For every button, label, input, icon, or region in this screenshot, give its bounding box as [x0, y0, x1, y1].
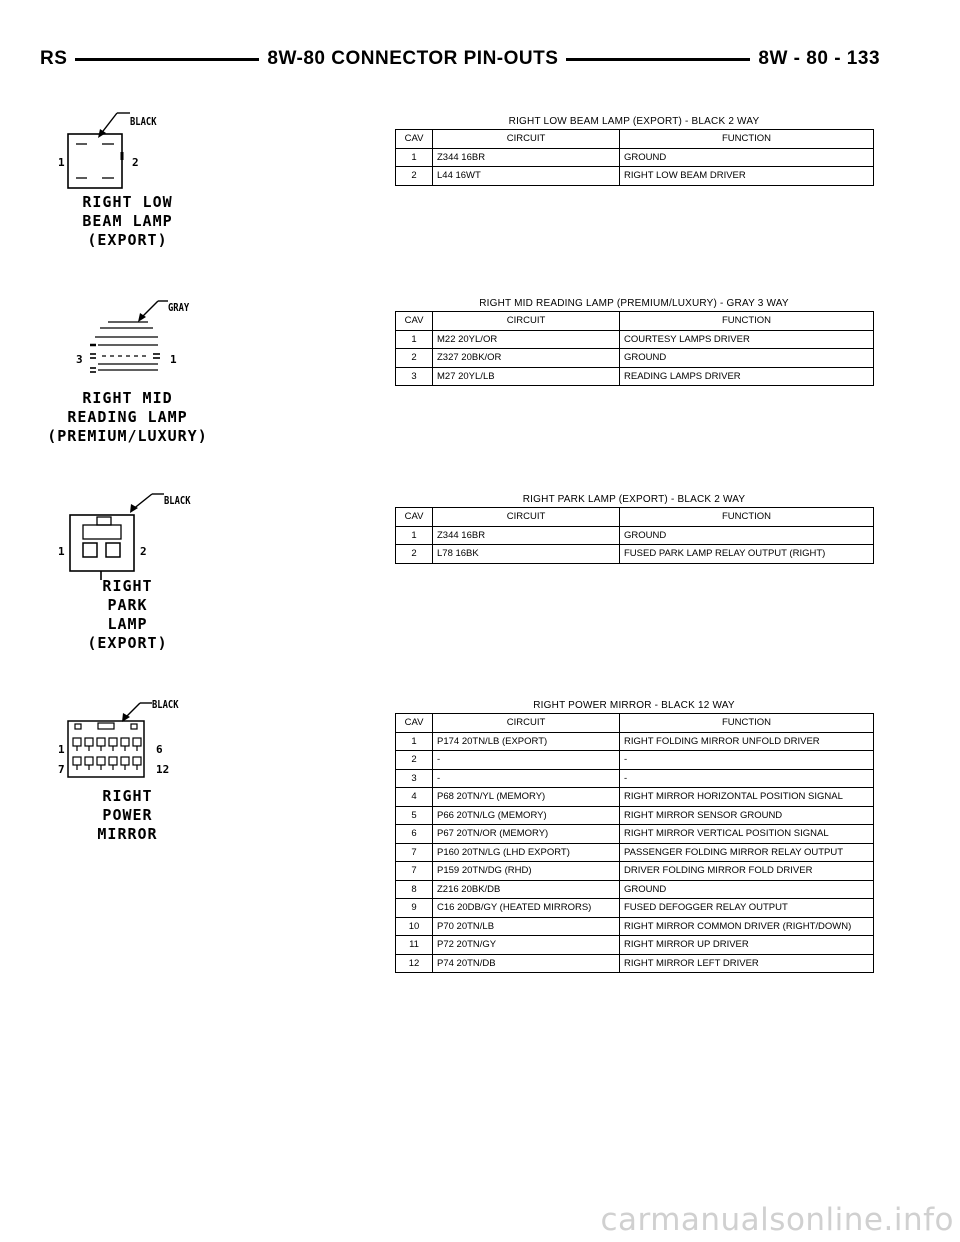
cell-circuit: Z344 16BR — [433, 148, 620, 167]
pinout-table-park-lamp — [395, 493, 873, 564]
cell-cav: 2 — [396, 349, 433, 368]
table-row — [396, 880, 874, 899]
cell-circuit: P68 20TN/YL (MEMORY) — [433, 788, 620, 807]
table-row — [396, 349, 874, 368]
connector-name-line: RIGHT — [102, 577, 153, 595]
cell-cav: 7 — [396, 843, 433, 862]
cell-circuit: P159 20TN/DG (RHD) — [433, 862, 620, 881]
col-header-cav: CAV — [396, 312, 433, 331]
header-title: 8W-80 CONNECTOR PIN-OUTS — [267, 48, 559, 69]
col-header-function: FUNCTION — [620, 312, 874, 331]
cell-cav: 9 — [396, 899, 433, 918]
table-header-row — [396, 508, 874, 527]
cell-circuit: - — [433, 751, 620, 770]
connector-color-label: BLACK — [130, 115, 157, 128]
table-row — [396, 899, 874, 918]
connector-diagram-reading-lamp — [40, 293, 215, 443]
col-header-circuit: CIRCUIT — [433, 130, 620, 149]
pin-label-bottom-left: 7 — [58, 763, 65, 776]
cell-circuit: P160 20TN/LG (LHD EXPORT) — [433, 843, 620, 862]
connector-color-label: BLACK — [152, 698, 179, 711]
cell-cav: 3 — [396, 367, 433, 386]
cell-circuit: Z327 20BK/OR — [433, 349, 620, 368]
table-header-row — [396, 130, 874, 149]
col-header-circuit: CIRCUIT — [433, 312, 620, 331]
pin-label-left: 3 — [76, 353, 83, 366]
cell-circuit: L44 16WT — [433, 167, 620, 186]
cell-function: GROUND — [620, 880, 874, 899]
table-row — [396, 751, 874, 770]
table-row — [396, 806, 874, 825]
cell-cav: 10 — [396, 917, 433, 936]
table-row — [396, 825, 874, 844]
cell-function: RIGHT MIRROR COMMON DRIVER (RIGHT/DOWN) — [620, 917, 874, 936]
cell-function: RIGHT MIRROR VERTICAL POSITION SIGNAL — [620, 825, 874, 844]
table-row — [396, 788, 874, 807]
cell-function: RIGHT MIRROR LEFT DRIVER — [620, 954, 874, 973]
cell-circuit: P67 20TN/OR (MEMORY) — [433, 825, 620, 844]
connector-name-line: POWER — [102, 806, 153, 824]
header-rule-left — [75, 58, 259, 61]
cell-cav: 3 — [396, 769, 433, 788]
table-title: RIGHT POWER MIRROR - BLACK 12 WAY — [533, 700, 735, 711]
cell-function: RIGHT MIRROR UP DRIVER — [620, 936, 874, 955]
pin-label-right: 2 — [140, 545, 147, 558]
col-header-circuit: CIRCUIT — [433, 508, 620, 527]
cell-cav: 1 — [396, 526, 433, 545]
table-row — [396, 862, 874, 881]
table-row — [396, 545, 874, 564]
watermark: carmanualsonline.info — [600, 1202, 954, 1238]
pin-label-right: 1 — [170, 353, 177, 366]
cell-circuit: - — [433, 769, 620, 788]
connector-name-line: (EXPORT) — [87, 634, 168, 652]
cell-cav: 5 — [396, 806, 433, 825]
header-page-number: 8W - 80 - 133 — [758, 48, 881, 69]
pinout-table — [395, 129, 874, 186]
cell-function: GROUND — [620, 148, 874, 167]
page-header — [40, 44, 880, 74]
cell-cav: 6 — [396, 825, 433, 844]
cell-function: GROUND — [620, 526, 874, 545]
connector-color-label: BLACK — [164, 494, 191, 507]
cell-circuit: P174 20TN/LB (EXPORT) — [433, 732, 620, 751]
cell-cav: 2 — [396, 167, 433, 186]
cell-cav: 2 — [396, 545, 433, 564]
connector-name-line: READING LAMP — [67, 408, 188, 426]
cell-circuit: C16 20DB/GY (HEATED MIRRORS) — [433, 899, 620, 918]
cell-cav: 7 — [396, 862, 433, 881]
connector-name — [40, 577, 215, 653]
cell-function: RIGHT FOLDING MIRROR UNFOLD DRIVER — [620, 732, 874, 751]
cell-cav: 1 — [396, 732, 433, 751]
connector-diagram-park-lamp — [40, 490, 215, 650]
cell-function: RIGHT MIRROR HORIZONTAL POSITION SIGNAL — [620, 788, 874, 807]
col-header-function: FUNCTION — [620, 130, 874, 149]
connector-name-line: BEAM LAMP — [82, 212, 173, 230]
cell-function: RIGHT MIRROR SENSOR GROUND — [620, 806, 874, 825]
connector-diagram-power-mirror — [40, 693, 215, 843]
table-title: RIGHT MID READING LAMP (PREMIUM/LUXURY) - GRAY 3 WAY — [479, 298, 789, 309]
col-header-function: FUNCTION — [620, 714, 874, 733]
cell-circuit: M27 20YL/LB — [433, 367, 620, 386]
pinout-table — [395, 311, 874, 386]
cell-function: GROUND — [620, 349, 874, 368]
pin-label-top-left: 1 — [58, 743, 65, 756]
connector-name-line: (PREMIUM/LUXURY) — [47, 427, 208, 445]
table-row — [396, 769, 874, 788]
cell-circuit: Z216 20BK/DB — [433, 880, 620, 899]
cell-cav: 4 — [396, 788, 433, 807]
table-row — [396, 330, 874, 349]
pinout-table — [395, 507, 874, 564]
cell-circuit: P74 20TN/DB — [433, 954, 620, 973]
cell-function: - — [620, 769, 874, 788]
cell-circuit: M22 20YL/OR — [433, 330, 620, 349]
pin-label-left: 1 — [58, 545, 65, 558]
col-header-cav: CAV — [396, 508, 433, 527]
cell-circuit: P70 20TN/LB — [433, 917, 620, 936]
connector-name — [40, 193, 215, 250]
connector-color-label: GRAY — [168, 301, 190, 314]
connector-name-line: RIGHT MID — [82, 389, 173, 407]
connector-power-mirror-icon — [40, 693, 215, 783]
table-header-row — [396, 312, 874, 331]
connector-name — [40, 787, 215, 844]
pinout-table — [395, 713, 874, 973]
table-row — [396, 367, 874, 386]
table-row — [396, 732, 874, 751]
cell-cav: 8 — [396, 880, 433, 899]
table-row — [396, 917, 874, 936]
header-rule-right — [566, 58, 750, 61]
cell-cav: 1 — [396, 330, 433, 349]
cell-function: FUSED PARK LAMP RELAY OUTPUT (RIGHT) — [620, 545, 874, 564]
table-title: RIGHT LOW BEAM LAMP (EXPORT) - BLACK 2 WAY — [508, 116, 760, 127]
table-row — [396, 148, 874, 167]
pinout-table-power-mirror — [395, 699, 873, 973]
connector-low-beam-icon — [40, 110, 215, 190]
cell-function: DRIVER FOLDING MIRROR FOLD DRIVER — [620, 862, 874, 881]
col-header-function: FUNCTION — [620, 508, 874, 527]
cell-cav: 1 — [396, 148, 433, 167]
cell-circuit: L78 16BK — [433, 545, 620, 564]
header-left: RS — [40, 48, 68, 69]
table-row — [396, 843, 874, 862]
pin-label-left: 1 — [58, 156, 65, 169]
table-row — [396, 936, 874, 955]
cell-circuit: Z344 16BR — [433, 526, 620, 545]
col-header-cav: CAV — [396, 714, 433, 733]
cell-function: - — [620, 751, 874, 770]
connector-name-line: (EXPORT) — [87, 231, 168, 249]
cell-cav: 12 — [396, 954, 433, 973]
table-header-row — [396, 714, 874, 733]
connector-diagram-low-beam — [40, 110, 215, 250]
cell-function: PASSENGER FOLDING MIRROR RELAY OUTPUT — [620, 843, 874, 862]
pinout-table-reading-lamp — [395, 297, 873, 386]
pinout-table-low-beam — [395, 115, 873, 186]
pin-label-top-right: 6 — [156, 743, 163, 756]
cell-function: COURTESY LAMPS DRIVER — [620, 330, 874, 349]
cell-function: READING LAMPS DRIVER — [620, 367, 874, 386]
cell-function: RIGHT LOW BEAM DRIVER — [620, 167, 874, 186]
table-row — [396, 954, 874, 973]
cell-circuit: P72 20TN/GY — [433, 936, 620, 955]
cell-circuit: P66 20TN/LG (MEMORY) — [433, 806, 620, 825]
col-header-circuit: CIRCUIT — [433, 714, 620, 733]
connector-name — [40, 389, 215, 446]
connector-name-line: LAMP — [107, 615, 148, 633]
pin-label-right: 2 — [132, 156, 139, 169]
cell-cav: 11 — [396, 936, 433, 955]
cell-function: FUSED DEFOGGER RELAY OUTPUT — [620, 899, 874, 918]
table-row — [396, 167, 874, 186]
table-title: RIGHT PARK LAMP (EXPORT) - BLACK 2 WAY — [522, 494, 746, 505]
cell-cav: 2 — [396, 751, 433, 770]
connector-name-line: PARK — [107, 596, 148, 614]
connector-name-line: RIGHT LOW — [82, 193, 173, 211]
connector-name-line: RIGHT — [102, 787, 153, 805]
pin-label-bottom-right: 12 — [156, 763, 170, 776]
table-row — [396, 526, 874, 545]
connector-name-line: MIRROR — [97, 825, 158, 843]
col-header-cav: CAV — [396, 130, 433, 149]
